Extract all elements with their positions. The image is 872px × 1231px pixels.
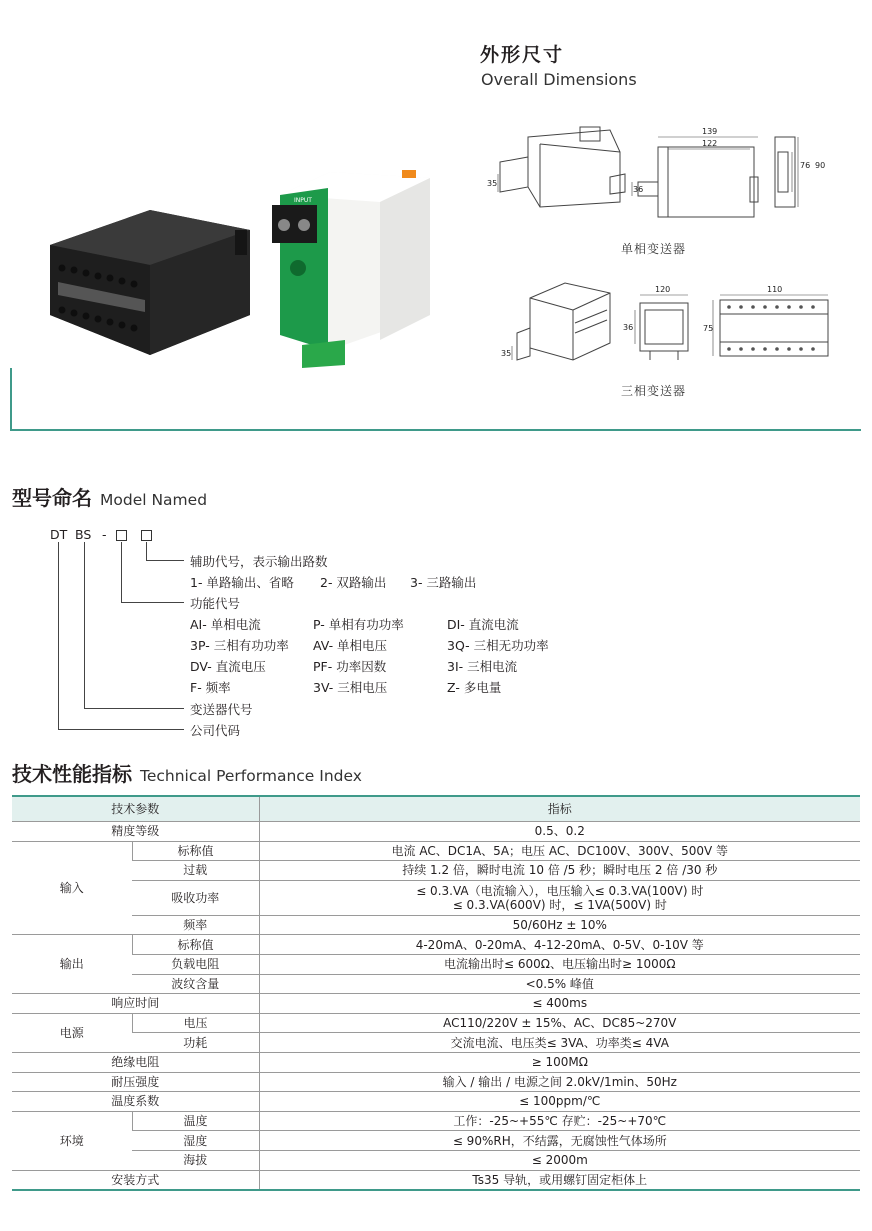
- row-label: 温度: [132, 1111, 259, 1131]
- row-value: 持续 1.2 倍，瞬时电流 10 倍 /5 秒；瞬时电压 2 倍 /30 秒: [259, 861, 860, 881]
- aux-option-1: 1- 单路输出、省略: [190, 575, 294, 590]
- header-index: 指标: [259, 796, 860, 822]
- three-phase-transmitter-image: [50, 210, 250, 355]
- table-row: [12, 861, 860, 881]
- model-named-title: [12, 482, 207, 511]
- table-row: [12, 822, 860, 842]
- row-value: ≤ 90%RH，不结露，无腐蚀性气体场所: [259, 1131, 860, 1151]
- function-code-label: 功能代号: [190, 596, 241, 611]
- row-value: [259, 880, 860, 915]
- tech-index-title-cn: 技术性能指标: [12, 762, 132, 786]
- function-item: 3I- 三相电流: [447, 659, 518, 674]
- transmitter-connector-v: [84, 542, 85, 708]
- dim-76: 76: [800, 161, 811, 170]
- aux-connector-v: [146, 542, 147, 560]
- row-label: 绝缘电阻: [12, 1052, 259, 1072]
- function-item: F- 频率: [190, 680, 231, 695]
- row-label: 标称值: [132, 935, 259, 955]
- dim-35-three: 35: [501, 349, 512, 358]
- company-connector-h: [58, 729, 184, 730]
- table-row: [12, 1150, 860, 1170]
- single-phase-caption: 单相变送器: [621, 242, 687, 256]
- aux-option-2: 2- 双路输出: [320, 575, 387, 590]
- function-item: Z- 多电量: [447, 680, 502, 695]
- transmitter-code-label: 变送器代号: [190, 702, 253, 717]
- company-code-label: 公司代码: [190, 723, 241, 738]
- dim-139: 139: [702, 127, 718, 136]
- dim-36-three: 36: [623, 323, 634, 332]
- input-label: INPUT: [294, 197, 312, 204]
- aux-connector-h: [146, 560, 184, 561]
- dimensions-subtitle: Overall Dimensions: [481, 70, 637, 89]
- three-phase-dimension-drawing: [495, 278, 845, 373]
- company-connector-v: [58, 542, 59, 729]
- dim-36: 36: [633, 185, 644, 194]
- row-label: 响应时间: [12, 994, 259, 1014]
- row-label: 温度系数: [12, 1092, 259, 1112]
- table-row: [12, 841, 860, 861]
- aux-code-box: [141, 530, 152, 541]
- row-value: 工作：-25~+55℃ 存贮：-25~+70℃: [259, 1111, 860, 1131]
- row-value: 0.5、0.2: [259, 822, 860, 842]
- function-item: DV- 直流电压: [190, 659, 266, 674]
- row-value: <0.5% 峰值: [259, 974, 860, 994]
- function-code-box: [116, 530, 127, 541]
- table-row: [12, 1072, 860, 1092]
- table-row: [12, 880, 860, 915]
- group-label: 输出: [12, 935, 132, 994]
- dim-110: 110: [767, 285, 783, 294]
- table-row: [12, 1033, 860, 1053]
- function-item: 3V- 三相电压: [313, 680, 388, 695]
- section-divider: [10, 429, 861, 431]
- function-item: DI- 直流电流: [447, 617, 519, 632]
- row-label: 吸收功率: [132, 880, 259, 915]
- row-label: 过载: [132, 861, 259, 881]
- table-row: [12, 954, 860, 974]
- row-value: ≤ 400ms: [259, 994, 860, 1014]
- row-value: 输入 / 输出 / 电源之间 2.0kV/1min、50Hz: [259, 1072, 860, 1092]
- row-value: 4-20mA、0-20mA、4-12-20mA、0-5V、0-10V 等: [259, 935, 860, 955]
- row-label: 标称值: [132, 841, 259, 861]
- row-value-line: ≤ 0.3.VA（电流输入），电压输入≤ 0.3.VA(100V) 时: [416, 883, 704, 898]
- function-item: AI- 单相电流: [190, 617, 261, 632]
- three-phase-caption: 三相变送器: [621, 384, 687, 398]
- single-phase-transmitter-image: [272, 170, 430, 368]
- function-item: 3P- 三相有功功率: [190, 638, 289, 653]
- table-row: [12, 994, 860, 1014]
- group-label: 环境: [12, 1111, 132, 1170]
- dim-122: 122: [702, 139, 718, 148]
- function-item: AV- 单相电压: [313, 638, 388, 653]
- row-label: 耐压强度: [12, 1072, 259, 1092]
- model-named-title-en: Model Named: [100, 491, 208, 509]
- row-label: 功耗: [132, 1033, 259, 1053]
- table-row: [12, 1052, 860, 1072]
- dim-35: 35: [487, 179, 498, 188]
- row-label: 频率: [132, 915, 259, 935]
- row-label: 波纹含量: [132, 974, 259, 994]
- table-row: [12, 1092, 860, 1112]
- row-label: 湿度: [132, 1131, 259, 1151]
- table-row: [12, 1170, 860, 1190]
- row-value-line: ≤ 0.3.VA(600V) 时，≤ 1VA(500V) 时: [452, 897, 667, 912]
- row-value: 50/60Hz ± 10%: [259, 915, 860, 935]
- row-value: AC110/220V ± 15%、AC、DC85~270V: [259, 1013, 860, 1033]
- code-bs: BS: [75, 527, 92, 542]
- dimensions-title: 外形尺寸: [480, 44, 565, 66]
- code-dash: -: [102, 527, 107, 542]
- row-value: 电流输出时≤ 600Ω、电压输出时≥ 1000Ω: [259, 954, 860, 974]
- product-photo: [40, 150, 440, 375]
- spec-table: [12, 795, 860, 1191]
- model-named-title-cn: 型号命名: [12, 486, 92, 510]
- row-label: 电压: [132, 1013, 259, 1033]
- row-value: 电流 AC、DC1A、5A；电压 AC、DC100V、300V、500V 等: [259, 841, 860, 861]
- code-dt: DT: [50, 527, 68, 542]
- dim-75: 75: [703, 324, 714, 333]
- function-item: PF- 功率因数: [313, 659, 387, 674]
- row-label: 精度等级: [12, 822, 259, 842]
- row-value: ≥ 100MΩ: [259, 1052, 860, 1072]
- row-label: 海拔: [132, 1150, 259, 1170]
- row-label: 负载电阻: [132, 954, 259, 974]
- aux-code-label: 辅助代号，表示输出路数: [190, 554, 328, 569]
- section-divider-left: [10, 368, 12, 430]
- header-param: 技术参数: [12, 796, 259, 822]
- row-label: 安装方式: [12, 1170, 259, 1190]
- row-value: 交流电流、电压类≤ 3VA、功率类≤ 4VA: [259, 1033, 860, 1053]
- aux-option-3: 3- 三路输出: [410, 575, 477, 590]
- table-row: [12, 1131, 860, 1151]
- transmitter-connector-h: [84, 708, 184, 709]
- row-value: Ts35 导轨，或用螺钉固定柜体上: [259, 1170, 860, 1190]
- function-connector-h: [121, 602, 184, 603]
- tech-index-title: [12, 758, 362, 787]
- table-row: [12, 935, 860, 955]
- row-value: ≤ 2000m: [259, 1150, 860, 1170]
- table-row: [12, 974, 860, 994]
- row-value: ≤ 100ppm/℃: [259, 1092, 860, 1112]
- function-item: 3Q- 三相无功功率: [447, 638, 549, 653]
- group-label: 输入: [12, 841, 132, 935]
- group-label: 电源: [12, 1013, 132, 1052]
- table-row: [12, 915, 860, 935]
- dim-90: 90: [815, 161, 826, 170]
- tech-index-title-en: Technical Performance Index: [140, 767, 362, 785]
- function-item: P- 单相有功功率: [313, 617, 404, 632]
- single-phase-dimension-drawing: [480, 122, 840, 232]
- table-row: [12, 1013, 860, 1033]
- dim-120: 120: [655, 285, 671, 294]
- function-connector-v: [121, 542, 122, 602]
- table-header: [12, 796, 860, 822]
- table-row: [12, 1111, 860, 1131]
